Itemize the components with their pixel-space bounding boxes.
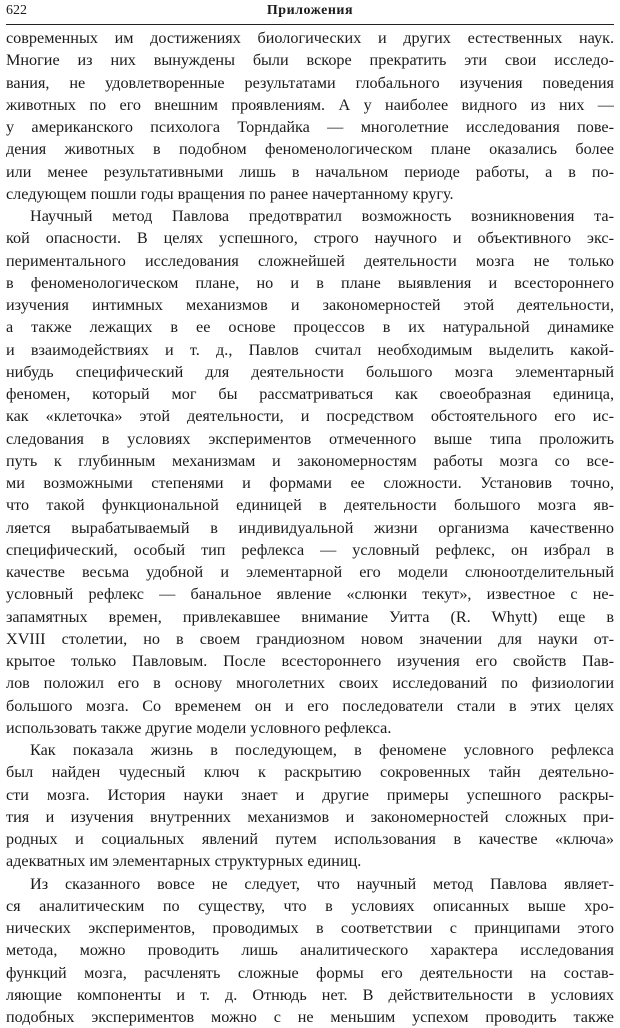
paragraph (6, 205, 614, 739)
text-line: тия и изучения внутренних механизмов и закономерностей сложных при- (6, 806, 614, 828)
text-line: качестве весьма удобной и элементарной его модели слюноотделительный (6, 561, 614, 583)
text-line: вания, не удовлетворенные результатами глобального изучения поведения (6, 72, 614, 94)
text-line: как «клеточка» этой деятельности, и посредством обстоятельного его ис- (6, 405, 614, 427)
text-line: периментального исследования сложнейшей деятельности мозга не только (6, 250, 614, 272)
text-line: нических экспериментов, проводимых в соответствии с принципами этого (6, 917, 614, 939)
text-line: ми возможными степенями и формами ее сложности. Установив точно, (6, 472, 614, 494)
text-line: метода, можно проводить лишь аналитического характера исследования (6, 939, 614, 961)
text-line: крытое только Павловым. После всестороннего изучения его свойств Пав- (6, 650, 614, 672)
text-line: Как показала жизнь в последующем, в феномене условного рефлекса (6, 739, 614, 761)
text-line: а также лежащих в ее основе процессов в их натуральной динамике (6, 316, 614, 338)
text-line: ляющие компоненты и т. д. Отнюдь нет. В действительности в условиях (6, 984, 614, 1006)
text-line: адекватных им элементарных структурных единиц. (6, 850, 614, 872)
text-line: феномен, который мог бы рассматриваться как своеобразная единица, (6, 383, 614, 405)
text-line: подобных экспериментов можно с не меньшим успехом проводить также (6, 1006, 614, 1028)
body-text (6, 27, 614, 1028)
text-line: изучения интимных механизмов и закономерностей этой деятельности, (6, 294, 614, 316)
paragraph (6, 739, 614, 873)
paragraph (6, 27, 614, 205)
text-line: у американского психолога Торндайка — многолетние исследования пове- (6, 116, 614, 138)
text-line: большого мозга. Со временем он и его последователи стали в этих целях (6, 695, 614, 717)
text-line: следующем пошли годы вращения по ранее начертанному кругу. (6, 183, 614, 205)
text-line: Научный метод Павлова предотвратил возможность возникновения та- (6, 205, 614, 227)
text-line: ся аналитическим по существу, что в условиях описанных выше хро- (6, 895, 614, 917)
text-line: родных и социальных явлений путем использования в качестве «ключа» (6, 828, 614, 850)
text-line: условный рефлекс — банальное явление «слюнки текут», известное с не- (6, 583, 614, 605)
text-line: что такой функциональной единицей в деятельности большого мозга яв- (6, 494, 614, 516)
text-line: и взаимодействиях и т. д., Павлов считал необходимым выделить какой- (6, 339, 614, 361)
text-line: животных по его внешним проявлениям. А у наиболее видного из них — (6, 94, 614, 116)
text-line: XVIII столетии, но в своем грандиозном новом значении для науки от- (6, 628, 614, 650)
text-line: в феноменологическом плане, но и в плане выявления и всестороннего (6, 272, 614, 294)
text-line: сти мозга. История науки знает и другие примеры успешного раскры- (6, 784, 614, 806)
text-line: Многие из них вынуждены были вскоре прекратить эти свои исследо- (6, 49, 614, 71)
text-line: кой опасности. В целях успешного, строго научного и объективного экс- (6, 227, 614, 249)
text-line: ляется вырабатываемый в индивидуальной жизни организма качественно (6, 517, 614, 539)
text-line: дения животных в подобном феноменологическом плане оказались более (6, 138, 614, 160)
page-number: 622 (6, 3, 27, 19)
running-head (6, 2, 614, 25)
paragraph (6, 873, 614, 1028)
text-line: Из сказанного вовсе не следует, что научный метод Павлова являет- (6, 873, 614, 895)
text-line: запамятных времен, привлекавшее внимание Уитта (R. Whytt) еще в (6, 606, 614, 628)
text-line: функций мозга, расчленять сложные формы его деятельности на состав- (6, 962, 614, 984)
text-line: нибудь специфический для деятельности большого мозга элементарный (6, 361, 614, 383)
text-line: специфический, особый тип рефлекса — условный рефлекс, он избрал в (6, 539, 614, 561)
text-line: был найден чудесный ключ к раскрытию сокровенных тайн деятельно- (6, 761, 614, 783)
text-line: путь к глубинным механизмам и закономерностям работы мозга со все- (6, 450, 614, 472)
text-line: лов положил его в основу многолетних своих исследований по физиологии (6, 672, 614, 694)
section-title: Приложения (6, 3, 614, 19)
text-line: современных им достижениях биологических и других естественных наук. (6, 27, 614, 49)
text-line: следования в условиях экспериментов отмеченного выше типа проложить (6, 428, 614, 450)
text-line: или менее результативными лишь в начальном периоде работы, а в по- (6, 161, 614, 183)
text-line: использовать также другие модели условного рефлекса. (6, 717, 614, 739)
